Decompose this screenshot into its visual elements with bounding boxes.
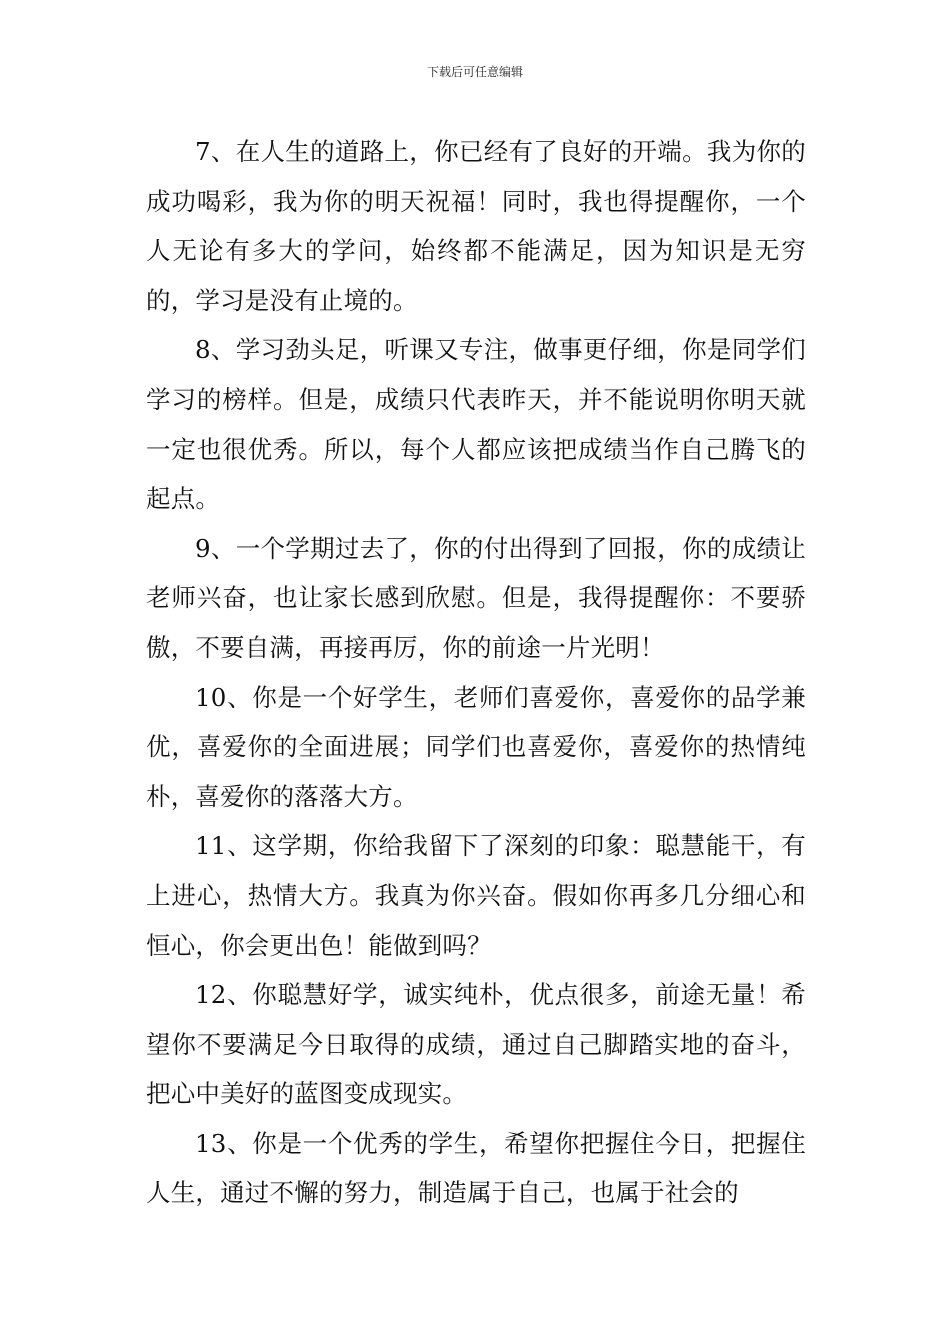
paragraph-10: 10、你是一个好学生，老师们喜爱你，喜爱你的品学兼优，喜爱你的全面进展；同学们也喜爱你，喜爱你的热情纯朴，喜爱你的落落大方。 <box>146 682 806 811</box>
paragraph-9: 9、一个学期过去了，你的付出得到了回报，你的成绩让老师兴奋，也让家长感到欣慰。但是，我得提醒你：不要骄傲，不要自满，再接再厉，你的前途一片光明！ <box>146 533 806 662</box>
page-header: 下载后可任意编辑 <box>426 65 523 79</box>
paragraph-7: 7、在人生的道路上，你已经有了良好的开端。我为你的成功喝彩，我为你的明天祝福！同时，我也得提醒你，一个人无论有多大的学问，始终都不能满足，因为知识是无穷的，学习是没有止境的。 <box>146 137 806 315</box>
paragraph-8: 8、学习劲头足，听课又专注，做事更仔细，你是同学们学习的榜样。但是，成绩只代表昨天，并不能说明你明天就一定也很优秀。所以，每个人都应该把成绩当作自己腾飞的起点。 <box>146 335 806 514</box>
paragraph-11: 11、这学期，你给我留下了深刻的印象：聪慧能干，有上进心，热情大方。我真为你兴奋。假如你再多几分细心和恒心，你会更出色！能做到吗？ <box>146 831 806 960</box>
paragraph-13: 13、你是一个优秀的学生，希望你把握住今日，把握住人生，通过不懈的努力，制造属于自己，也属于社会的 <box>146 1128 806 1208</box>
document-body <box>146 127 806 1218</box>
paragraph-12: 12、你聪慧好学，诚实纯朴，优点很多，前途无量！希望你不要满足今日取得的成绩，通过自己脚踏实地的奋斗，把心中美好的蓝图变成现实。 <box>146 980 806 1109</box>
